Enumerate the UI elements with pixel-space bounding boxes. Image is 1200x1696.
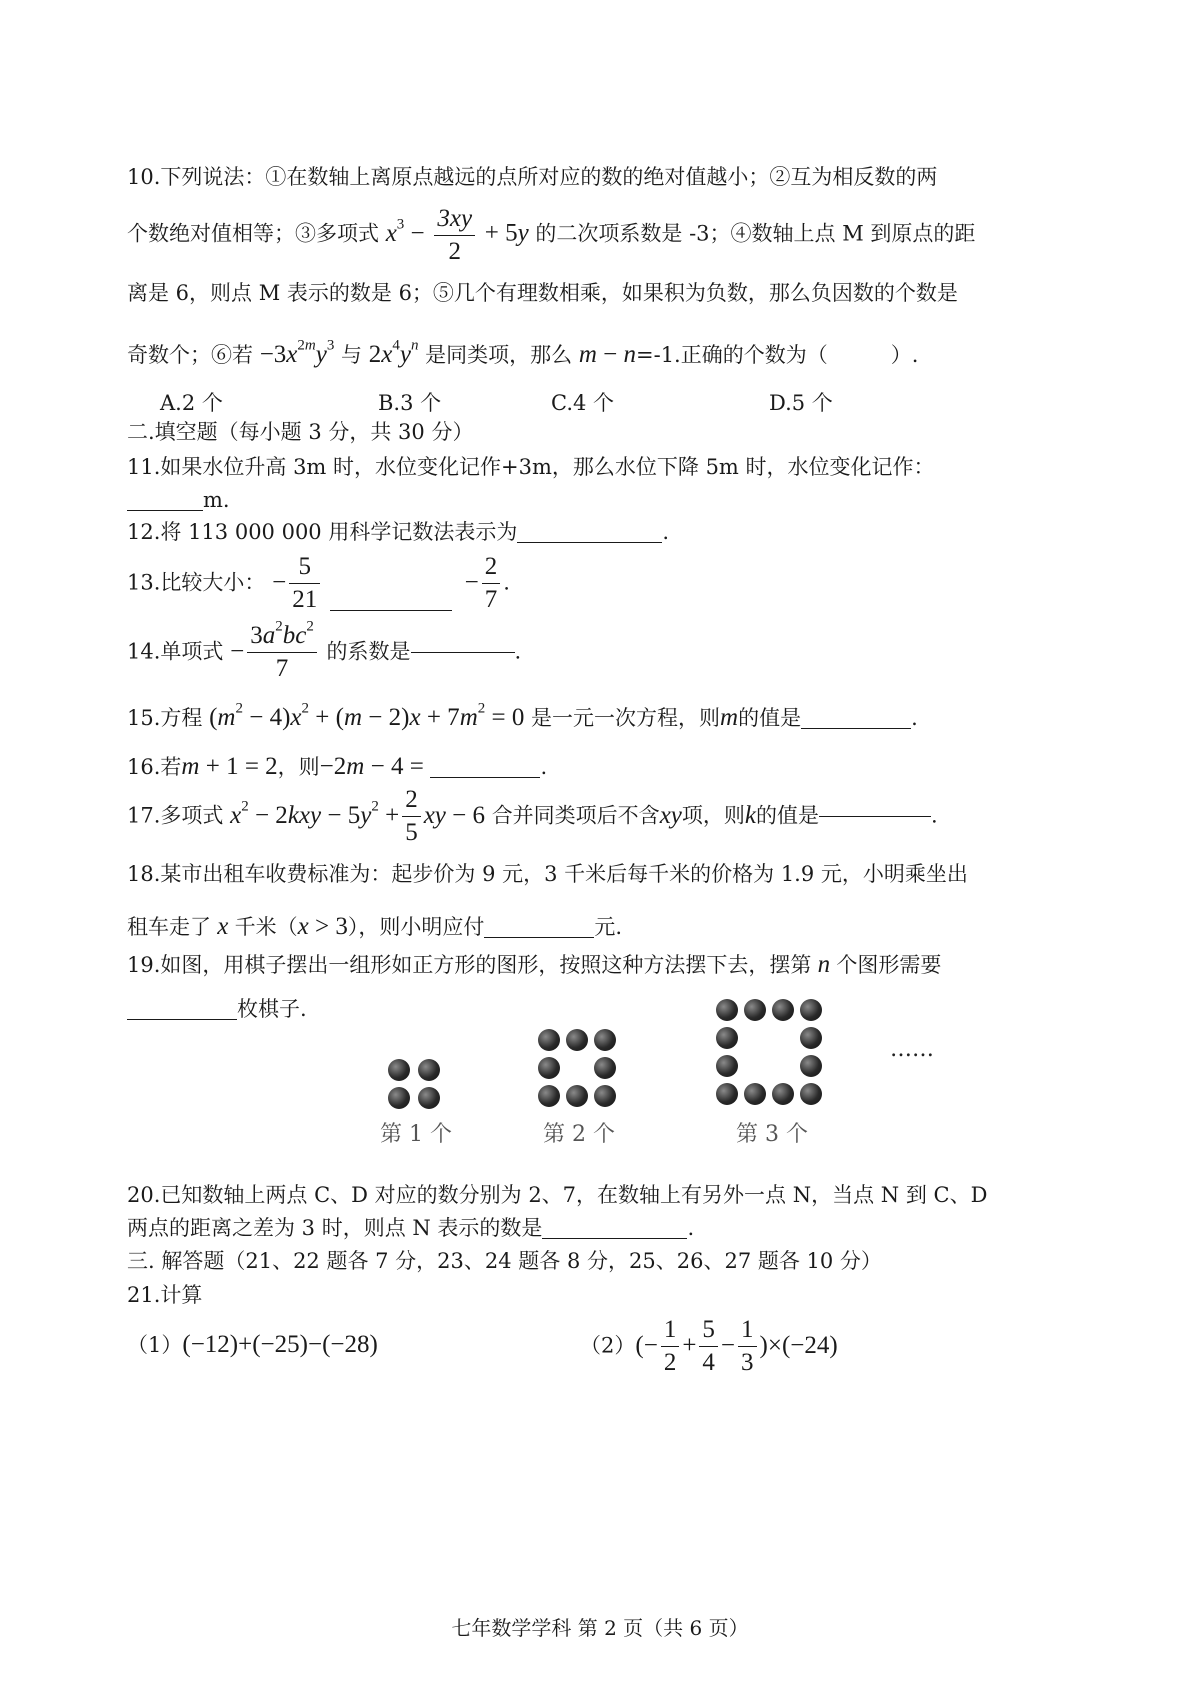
q13-blank [330,610,452,611]
chess-piece [744,999,766,1021]
chess-piece [716,999,738,1021]
chess-piece [594,1085,616,1107]
q21-part2: （2）(− $\frac{1}{2}$ + $\frac{5}{4}$ − $\frac{1}{3}$ )×(−24) [580,1316,838,1376]
q11-answer-line: m. [127,488,230,513]
q10-option-d: D.5 个 [769,391,833,415]
q21-title: 21.计算 [127,1283,203,1307]
q20-blank [542,1238,687,1239]
q10-line1: 10.下列说法：①在数轴上离原点越远的点所对应的数的绝对值越小；②互为相反数的两 [127,165,938,189]
chess-piece [388,1087,410,1109]
q16-text: 16.若m + 1 = 2，则−2m − 4 = . [127,753,548,780]
q20-line1: 20.已知数轴上两点 C、D 对应的数分别为 2、7，在数轴上有另外一点 N，当点 N 到 C、D [127,1183,988,1207]
figure-ellipsis: …… [890,1037,934,1062]
section-solution-heading: 三. 解答题（21、22 题各 7 分，23、24 题各 8 分，25、26、27 题各 10 分） [127,1249,882,1273]
q11-text: 11.如果水位升高 3m 时，水位变化记作+3m，那么水位下降 5m 时，水位变化记作： [127,455,935,479]
section-fill-in-heading: 二.填空题（每小题 3 分，共 30 分） [127,420,474,444]
q18-line2: 租车走了 x 千米（x > 3），则小明应付 元. [127,913,623,940]
q18-blank [484,937,594,938]
q15-text: 15.方程 $(m^2 - 4)x^2 + (m - 2)x + 7m^2 = 0$ 是一元一次方程，则m的值是 . [127,700,918,731]
chess-piece [800,1083,822,1105]
chess-piece [594,1057,616,1079]
chess-piece [716,1027,738,1049]
chess-piece [418,1087,440,1109]
chess-piece [716,1083,738,1105]
chess-piece [418,1059,440,1081]
chess-piece [566,1085,588,1107]
q19-line2: 枚棋子. [127,997,307,1022]
q10-line2: 个数绝对值相等；③多项式 $x^3$ − $\frac{3xy}{2}$ + 5y 的二次项系数是 -3；④数轴上点 M 到原点的距 [127,205,976,265]
q10-fraction: $\frac{3xy}{2}$ [434,205,475,265]
q17-blank [819,816,931,817]
q10-option-a: A.2 个 [160,391,223,415]
q14-fraction: $\frac{3a^2bc^2}{7}$ [247,622,317,682]
chess-piece [538,1085,560,1107]
q16-blank [430,777,540,778]
q11-blank [127,510,203,511]
q10-line3: 离是 6，则点 M 表示的数是 6；⑤几个有理数相乘，如果积为负数，那么负因数的个数是 [127,281,958,305]
q10-option-b: B.3 个 [378,391,442,415]
chess-pattern-figure [380,995,980,1155]
q13-text: 13.比较大小： − $\frac{5}{21}$ − $\frac{2}{7}$ . [127,553,510,613]
chess-piece [744,1083,766,1105]
q19-line1: 19.如图，用棋子摆出一组形如正方形的图形，按照这种方法摆下去，摆第 n 个图形需要 [127,951,942,978]
q18-line1: 18.某市出租车收费标准为：起步价为 9 元，3 千米后每千米的价格为 1.9 元，小明乘坐出 [127,862,968,886]
figure-caption-1: 第 1 个 [380,1122,452,1147]
chess-piece [800,1027,822,1049]
chess-piece [772,999,794,1021]
q12-blank [517,542,662,543]
page-footer: 七年数学学科 第 2 页（共 6 页） [451,1616,749,1640]
q14-blank [411,652,515,653]
q21-part1: （1）(−12)+(−25)−(−28) [127,1331,378,1358]
figure-caption-2: 第 2 个 [543,1122,615,1147]
chess-piece [716,1055,738,1077]
chess-piece [594,1029,616,1051]
q10-option-c: C.4 个 [551,391,615,415]
chess-piece [388,1059,410,1081]
q13-fraction-1: $\frac{5}{21}$ [289,553,320,613]
q15-blank [801,728,911,729]
q10-line4: 奇数个；⑥若 $-3x^{2m}y^3$ 与 $2x^4y^n$ 是同类项，那么 m − n=-1.正确的个数为（ ）. [127,337,919,368]
chess-piece [538,1029,560,1051]
q13-fraction-2: $\frac{2}{7}$ [482,553,501,613]
q14-text: 14.单项式 − $\frac{3a^2bc^2}{7}$ 的系数是 . [127,618,522,682]
chess-piece [800,999,822,1021]
q17-text: 17.多项式 $x^2 - 2kxy - 5y^2$ + $\frac{2}{5}$ xy − 6 合并同类项后不含xy项，则k的值是 . [127,786,938,846]
q19-blank [127,1019,237,1020]
chess-piece [800,1055,822,1077]
q12-text: 12.将 113 000 000 用科学记数法表示为 . [127,520,670,544]
q17-fraction: $\frac{2}{5}$ [402,786,421,846]
chess-piece [566,1029,588,1051]
figure-caption-3: 第 3 个 [736,1122,808,1147]
q20-line2: 两点的距离之差为 3 时，则点 N 表示的数是 . [127,1216,695,1240]
chess-piece [772,1083,794,1105]
chess-piece [538,1057,560,1079]
